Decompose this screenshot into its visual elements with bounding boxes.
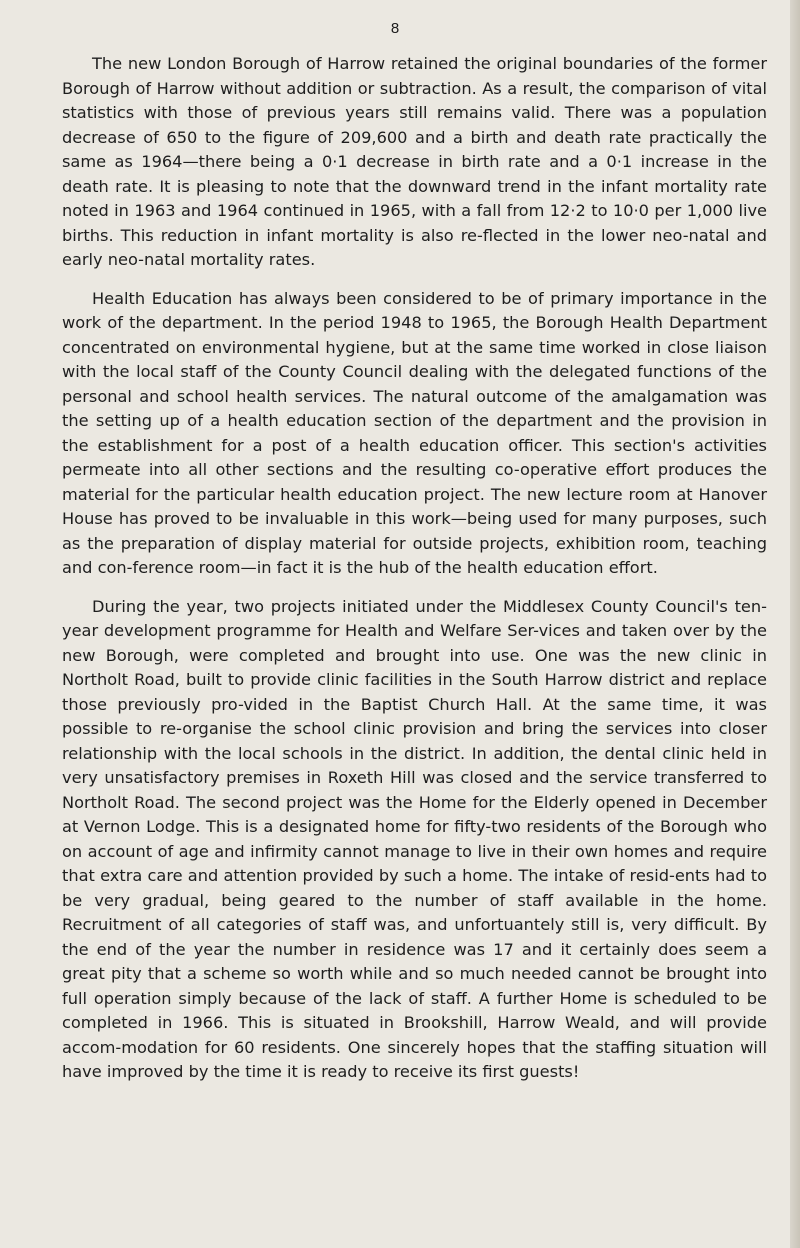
paragraph-health-education: Health Education has always been considered to be of primary importance in the work of the department. In the period 1948 to 1965, the Borough Health Department concentrated on environmental hygiene, but at the same time worked in close liaison with the local staff of the County Council dealing with the delegated functions of the personal and school health services. The natural outcome of the amalgamation was the setting up of a health education section of the department and the provision in the establishment for a post of a health education officer. This section's activities permeate into all other sections and the resulting co-operative effort produces the material for the particular health education project. The new lecture room at Hanover House has proved to be invaluable in this work—being used for many purposes, such as the preparation of display material for outside projects, exhibition room, teaching and con-ference room—in fact it is the hub of the health education effort. (62, 288, 767, 577)
page-number: 8 (390, 20, 400, 37)
page-edge (790, 0, 800, 1248)
paragraph-vital-statistics: The new London Borough of Harrow retained the original boundaries of the former Borough of Harrow without addition or subtraction. As a result, the comparison of vital statistics with those of previous years still remains valid. There was a population decrease of 650 to the figure of 209,600 and a birth and death rate practically the same as 1964—there being a 0·1 decrease in birth rate and a 0·1 increase in the death rate. It is pleasing to note that the downward trend in the infant mortality rate noted in 1963 and 1964 continued in 1965, with a fall from 12·2 to 10·0 per 1,000 live births. This reduction in infant mortality is also re-flected in the lower neo-natal and early neo-natal mortality rates. (62, 54, 767, 269)
paragraph-development-projects: During the year, two projects initiated under the Middlesex County Council's ten-year development programme for Health and Welfare Ser-vices and taken over by the new Borough, were completed and brought into use. One was the new clinic in Northolt Road, built to provide clinic facilities in the South Harrow district and replace those previously pro-vided in the Baptist Church Hall. At the same time, it was possible to re-organise the school clinic provision and bring the services into closer relationship with the local schools in the district. In addition, the dental clinic held in very unsatisfactory premises in Roxeth Hill was closed and the service transferred to Northolt Road. The second project was the Home for the Elderly opened in December at Vernon Lodge. This is a designated home for fifty-two residents of the Borough who on account of age and infirmity cannot manage to live in their own homes and require that extra care and attention provided by such a home. The intake of resid-ents had to be very gradual, being geared to the number of staff available in the home. Recruitment of all categories of staff was, and unfortuantely still is, very difficult. By the end of the year the number in residence was 17 and it certainly does seem a great pity that a scheme so worth while and so much needed cannot be brought into full operation simply because of the lack of staff. A further Home is scheduled to be completed in 1966. This is situated in Brookshill, Harrow Weald, and will provide accom-modation for 60 residents. One sincerely hopes that the staffing situation will have improved by the time it is ready to receive its first guests! (62, 596, 767, 1081)
body-text (62, 52, 767, 1099)
